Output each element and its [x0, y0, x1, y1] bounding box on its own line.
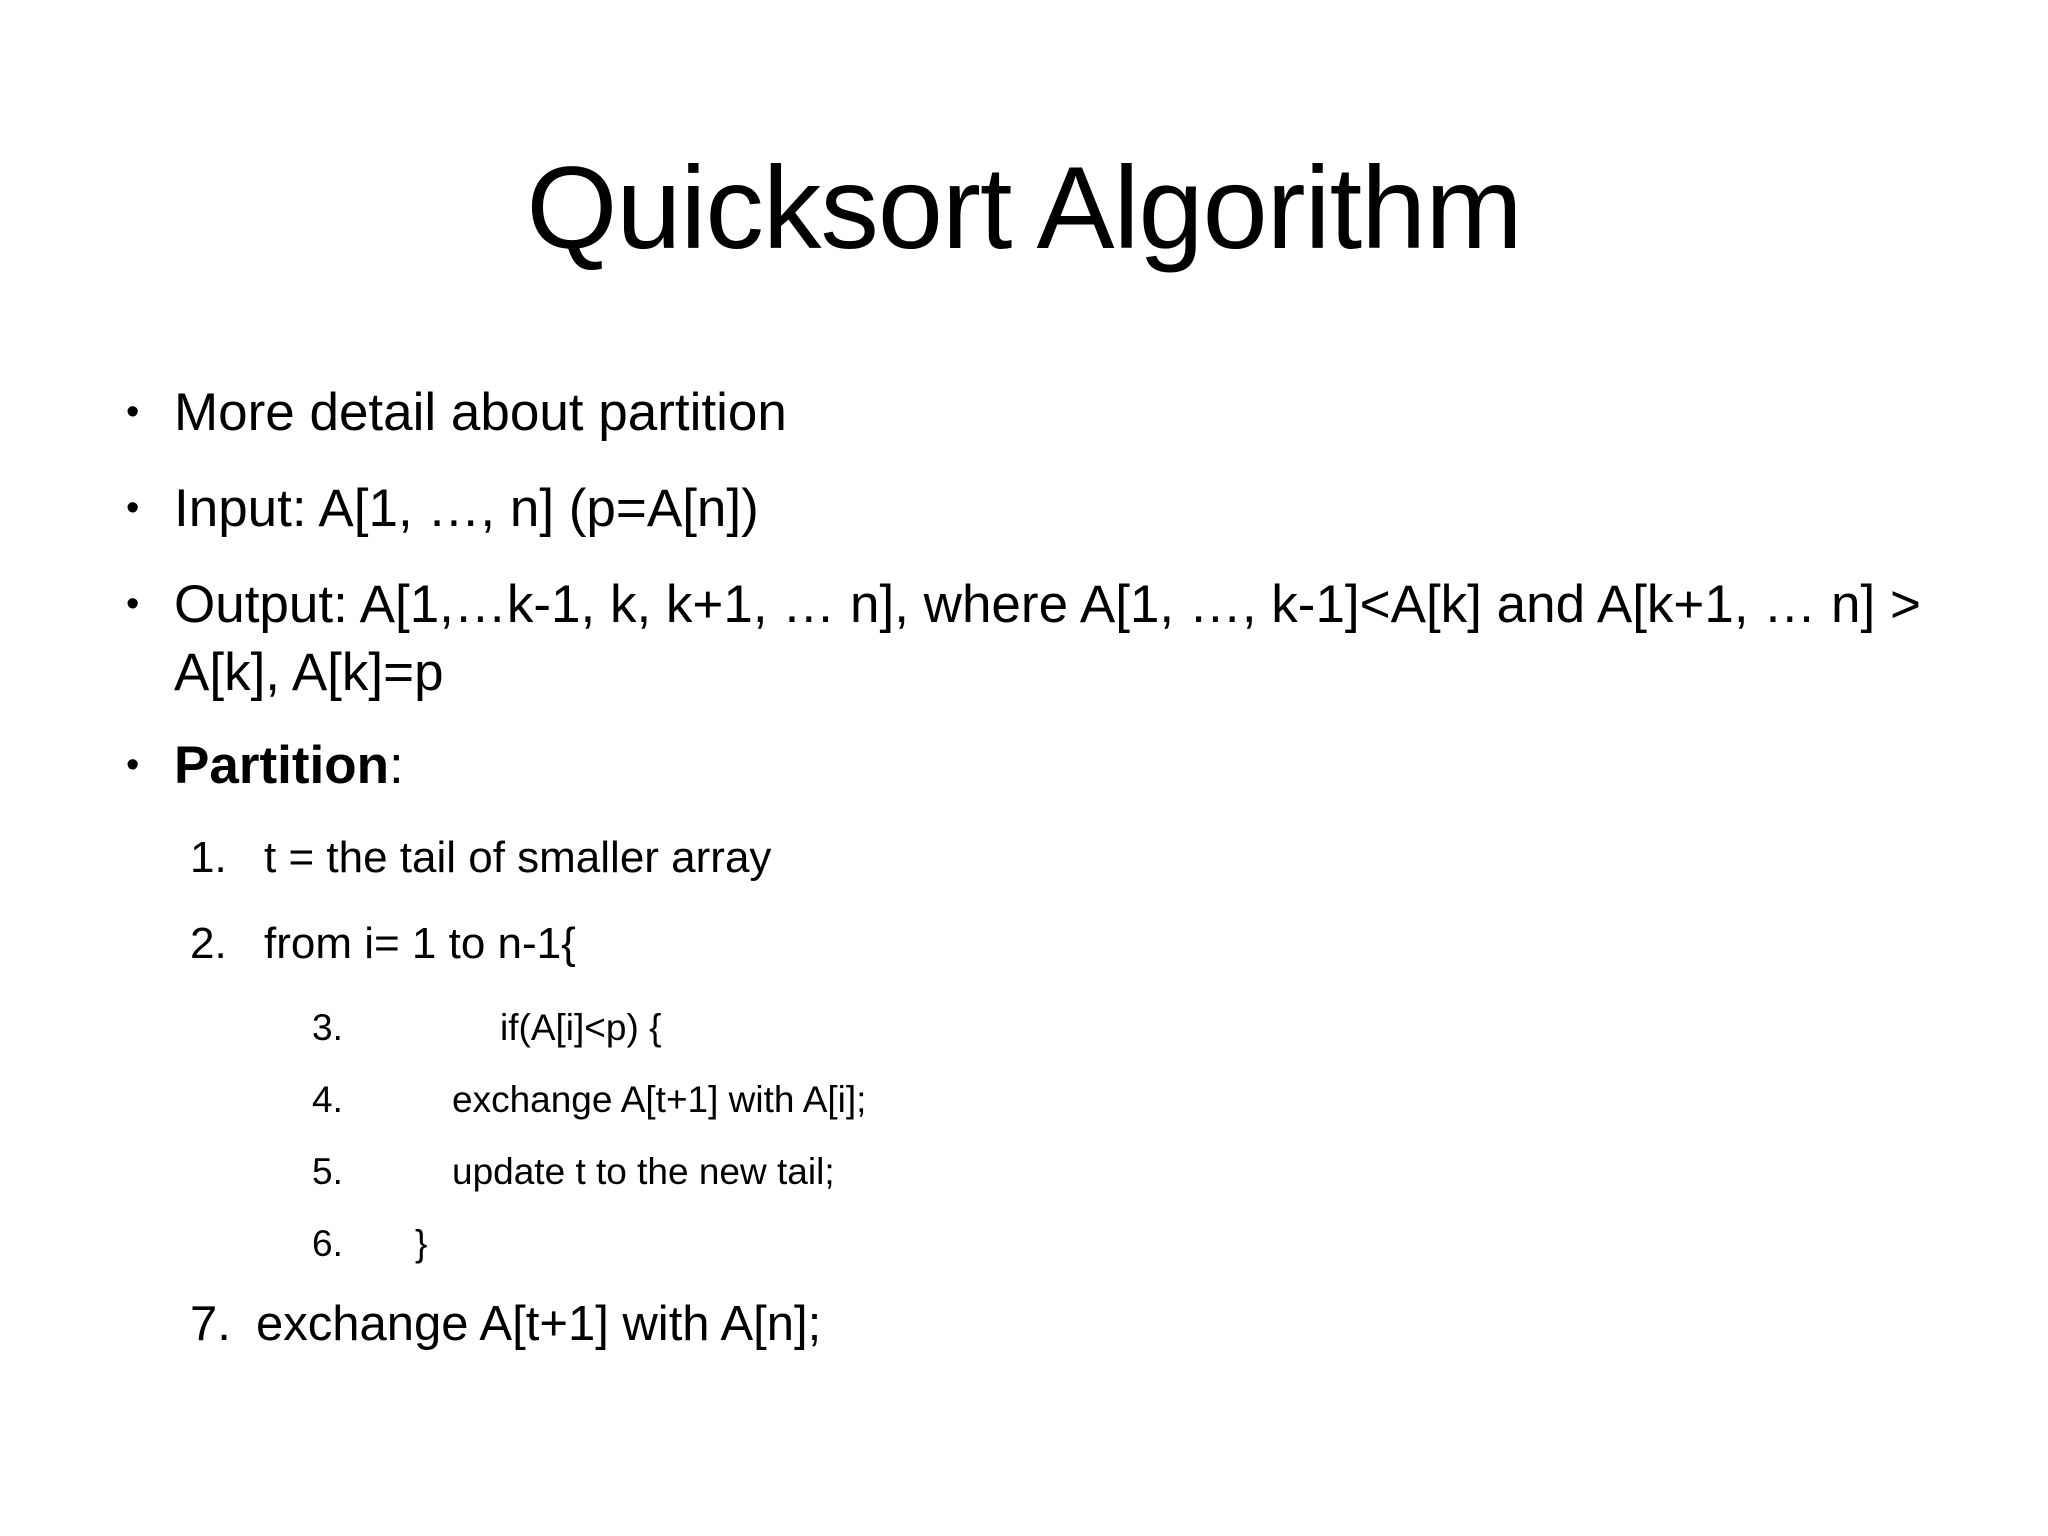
step-number: 1.: [190, 833, 227, 882]
step-text: from i= 1 to n-1{: [264, 919, 576, 968]
bullet-text-continued: A[k], A[k]=p: [174, 643, 444, 702]
step-text: if(A[i]<p) {: [500, 1007, 662, 1048]
step-number: 4.: [312, 1079, 343, 1120]
step-text: exchange A[t+1] with A[n];: [256, 1297, 822, 1351]
step-text: }: [415, 1223, 428, 1264]
step-number: 6.: [312, 1223, 343, 1264]
partition-label: Partition: [174, 736, 389, 795]
step-text: exchange A[t+1] with A[i];: [452, 1079, 867, 1120]
step-text: update t to the new tail;: [452, 1151, 835, 1192]
bullet-text: More detail about partition: [174, 383, 787, 442]
bullet-dot: •: [126, 583, 140, 625]
step-number: 3.: [312, 1007, 343, 1048]
bullet-text-partition: [174, 735, 404, 797]
bullet-text: Output: A[1,…k-1, k, k+1, … n], where A[1, …, k-1]<A[k] and A[k+1, … n] >: [174, 575, 1921, 634]
bullet-dot: •: [126, 744, 140, 786]
step-number: 5.: [312, 1151, 343, 1192]
bullet-text: Input: A[1, …, n] (p=A[n]): [174, 479, 759, 538]
bullet-dot: •: [126, 391, 140, 433]
step-text: t = the tail of smaller array: [264, 833, 772, 882]
slide-title: Quicksort Algorithm: [526, 142, 1522, 273]
step-number: 7.: [190, 1297, 231, 1351]
bullet-dot: •: [126, 487, 140, 529]
partition-colon: :: [388, 736, 404, 795]
step-number: 2.: [190, 919, 227, 968]
